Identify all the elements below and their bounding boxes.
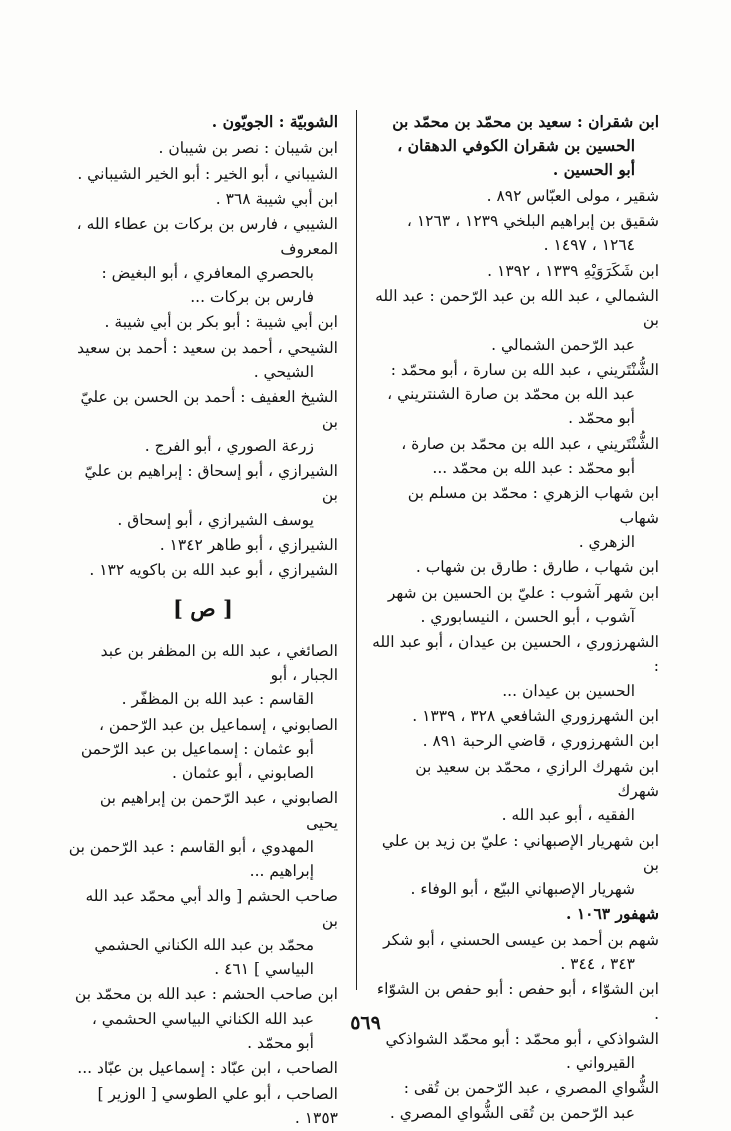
entry-first-line: الصابوني ، عبد الرّحمن بن إبراهيم بن يحيى	[99, 789, 338, 832]
left-top-entries	[68, 136, 338, 582]
right-column	[372, 110, 659, 1126]
index-entry	[372, 902, 659, 926]
left-column-heading: الشوبيّة : الجويّون .	[211, 112, 338, 131]
index-entry	[372, 432, 659, 480]
index-entry	[68, 336, 338, 384]
entry-continuation-line: يوسف الشيرازي ، أبو إسحاق .	[117, 510, 314, 529]
entry-first-line: ابن الشهرزوري ، قاضي الرحبة ٨٩١ .	[422, 732, 659, 751]
entry-continuation-line: الصابوني ، أبو عثمان .	[171, 763, 314, 782]
entry-continuation-line: فارس بن بركات ...	[190, 287, 314, 306]
entry-first-line: الشيرازي ، أبو إسحاق : إبراهيم بن عليّ بن	[84, 462, 338, 505]
entry-first-line: الشُّنْتَريني ، عبد الله بن محمّد بن صارة ،	[401, 434, 659, 453]
entry-continuation-line: ١٢٦٤ ، ١٤٩٧ .	[543, 236, 635, 255]
index-entry	[372, 928, 659, 976]
index-entry	[68, 459, 338, 532]
entry-continuation-line: عبد الرّحمن بن تُقى الشُّواي المصري .	[389, 1103, 635, 1122]
entry-continuation-line: الحسين بن شقران الكوفي الدهقان ،	[397, 136, 635, 156]
entry-first-line: ابن شهاب الزهري : محمّد بن مسلم بن شهاب	[407, 484, 659, 527]
left-column	[68, 110, 338, 1131]
entry-continuation-line: آشوب ، أبو الحسن ، النيسابوري .	[420, 607, 635, 626]
entry-first-line: ابن شقران : سعيد بن محمّد بن محمّد بن	[392, 112, 659, 131]
entry-first-line: الصاحب ، أبو علي الطوسي [ الوزير ] ١٣٥٣ .	[97, 1084, 338, 1127]
index-entry	[68, 136, 338, 160]
index-entry	[372, 581, 659, 629]
index-entry	[372, 1076, 659, 1124]
entry-first-line: الشيحي ، أحمد بن سعيد : أحمد بن سعيد	[77, 338, 338, 357]
entry-continuation-line: عبد الرّحمن الشمالي .	[491, 335, 635, 354]
entry-first-line: الشُّواي المصري ، عبد الرّحمن بن تُقى :	[403, 1079, 659, 1098]
entry-continuation-line: الشيحي .	[253, 362, 314, 381]
entry-continuation-line: عبد الله بن محمّد بن صارة الشنتريني ،	[387, 385, 635, 404]
entry-first-line: الشهرزوري ، الحسين بن عيدان ، أبو عبد الله :	[372, 633, 659, 676]
index-entry	[372, 110, 659, 183]
index-entry	[372, 729, 659, 753]
index-entry	[68, 162, 338, 186]
entry-continuation-line: بالحصري المعافري ، أبو البغيض :	[101, 263, 314, 282]
index-entry	[68, 533, 338, 557]
entry-continuation-line: عبد الله الكناني البياسي الحشمي ،	[91, 1009, 314, 1028]
entry-continuation-line: ٣٤٣ ، ٣٤٤ .	[560, 954, 635, 973]
entry-continuation-line: أبو محمّد : عبد الله بن محمّد ...	[432, 458, 635, 477]
entry-first-line: ابن أبي شيبة : أبو بكر بن أبي شيبة .	[104, 313, 338, 332]
index-entry	[372, 284, 659, 357]
index-entry	[372, 555, 659, 579]
entry-first-line: الشيرازي ، أبو عبد الله بن باكويه ١٣٢ .	[89, 561, 338, 580]
entry-first-line: ابن أبي شيبة ٣٦٨ .	[215, 189, 338, 208]
index-entry	[372, 755, 659, 828]
entry-first-line: شهم بن أحمد بن عيسى الحسني ، أبو شكر	[383, 930, 659, 949]
entry-first-line: الشيباني ، أبو الخير : أبو الخير الشيباني .	[77, 164, 338, 183]
entry-first-line: الشيخ العفيف : أحمد بن الحسن بن عليّ بن	[80, 388, 338, 431]
entry-continuation-line: الزهري .	[578, 532, 635, 551]
index-entry	[372, 209, 659, 257]
entry-first-line: شقير ، مولى العبّاس ٨٩٢ .	[486, 186, 659, 205]
entry-continuation-line: أبو الحسين .	[552, 160, 635, 180]
entry-first-line: الشُّنْتَريني ، عبد الله بن سارة ، أبو محمّد :	[390, 360, 659, 379]
entry-continuation-line: أبو محمّد .	[568, 409, 635, 428]
index-entry	[68, 212, 338, 309]
entry-continuation-line: القاسم : عبد الله بن المظفّر .	[121, 690, 314, 709]
section-heading: [ ص ]	[173, 595, 233, 621]
entry-first-line: ابن شهريار الإصبهاني : عليّ بن زيد بن علي بن	[381, 831, 659, 874]
entry-continuation-line: البياسي ] ٤٦١ .	[214, 959, 314, 978]
entry-first-line: ابن الشوّاء ، أبو حفص : أبو حفص بن الشوّاء .	[376, 980, 659, 1023]
index-entry	[372, 704, 659, 728]
entry-first-line: الصابوني ، إسماعيل بن عبد الرّحمن ،	[98, 715, 338, 734]
entry-first-line: الشمالي ، عبد الله بن عبد الرّحمن : عبد الله بن	[375, 287, 659, 330]
entry-first-line: الصاحب ، ابن عبّاد : إسماعيل بن عبّاد ...	[77, 1059, 338, 1078]
index-entry	[372, 481, 659, 554]
index-entry	[372, 829, 659, 902]
index-entry	[68, 558, 338, 582]
index-entry	[68, 1056, 338, 1080]
left-bottom-entries	[68, 639, 338, 1130]
entry-first-line: صاحب الحشم [ والد أبي محمّد عبد الله بن	[85, 887, 338, 930]
index-entry	[68, 187, 338, 211]
column-divider	[356, 110, 357, 990]
entry-continuation-line: الحسين بن عيدان ...	[502, 681, 635, 700]
index-entry	[68, 639, 338, 712]
entry-first-line: ابن الشهرزوري الشافعي ٣٢٨ ، ١٣٣٩ .	[412, 706, 659, 725]
entry-continuation-line: المهدوي ، أبو القاسم : عبد الرّحمن بن	[68, 837, 314, 856]
entry-continuation-line: زرعة الصوري ، أبو الفرج .	[144, 436, 314, 455]
entry-first-line: ابن شهرك الرازي ، محمّد بن سعيد بن شهرك	[415, 757, 659, 800]
entry-continuation-line: محمّد بن عبد الله الكناني الحشمي	[94, 935, 314, 954]
index-entry	[372, 184, 659, 208]
entry-continuation-line: الفقيه ، أبو عبد الله .	[501, 806, 635, 825]
entry-continuation-line: شهريار الإصبهاني البيّع ، أبو الوفاء .	[410, 879, 635, 898]
entry-first-line: شهفور ١٠٦٣ .	[566, 904, 659, 924]
entry-first-line: ابن شهاب ، طارق : طارق بن شهاب .	[415, 558, 659, 577]
entry-first-line: ابن شَكَرَوَيْهِ ١٣٣٩ ، ١٣٩٢ .	[487, 261, 659, 280]
index-entry	[372, 630, 659, 703]
index-entry	[68, 1082, 338, 1130]
entry-first-line: ابن صاحب الحشم : عبد الله بن محمّد بن	[74, 985, 338, 1004]
index-entry	[68, 310, 338, 334]
entry-continuation-line: أبو عثمان : إسماعيل بن عبد الرّحمن	[80, 739, 314, 758]
entry-continuation-line: إبراهيم ...	[249, 861, 314, 880]
entry-first-line: الشواذكي ، أبو محمّد : أبو محمّد الشواذكي	[385, 1029, 659, 1048]
index-entry	[68, 884, 338, 981]
index-entry	[68, 713, 338, 786]
page-number: ٥٦٩	[350, 1012, 381, 1034]
entry-first-line: ابن شيبان : نصر بن شيبان .	[158, 139, 338, 158]
entry-first-line: ابن شهر آشوب : عليّ بن الحسين بن شهر	[387, 583, 659, 602]
entry-continuation-line: أبو محمّد .	[247, 1033, 314, 1052]
entry-first-line: الشيبي ، فارس بن بركات بن عطاء الله ، المعروف	[76, 215, 338, 258]
index-entry	[372, 259, 659, 283]
index-entry	[68, 385, 338, 458]
index-entry	[372, 1027, 659, 1075]
index-entry	[68, 786, 338, 883]
index-entry	[372, 358, 659, 431]
entry-first-line: شقيق بن إبراهيم البلخي ١٢٣٩ ، ١٢٦٣ ،	[406, 212, 659, 231]
entry-continuation-line: القيرواني .	[566, 1054, 635, 1073]
entry-first-line: الشيرازي ، أبو طاهر ١٣٤٢ .	[159, 535, 338, 554]
entry-first-line: الصائغي ، عبد الله بن المظفر بن عبد الجبار ، أبو	[100, 641, 338, 684]
